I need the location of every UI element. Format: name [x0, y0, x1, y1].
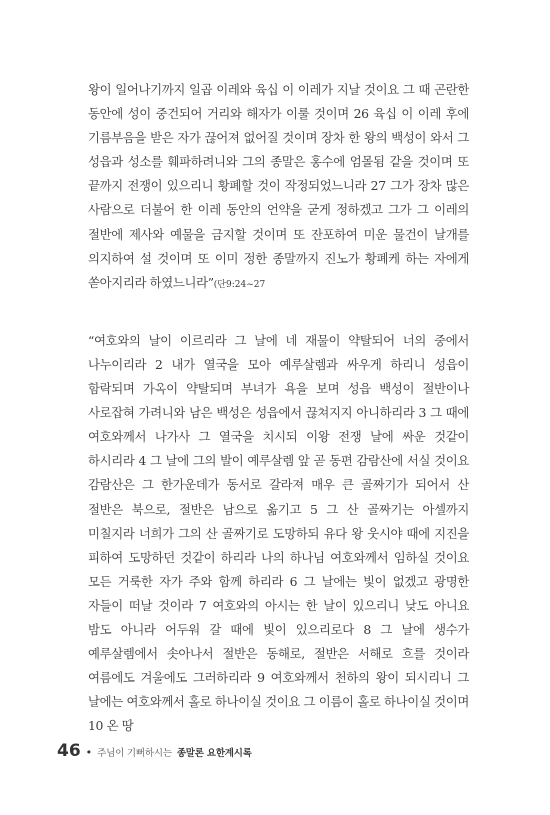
scripture-citation: (단9:24~27	[213, 279, 266, 290]
page-footer	[57, 741, 252, 761]
footer-bullet: •	[85, 746, 93, 759]
book-title: 종말론 요한계시록	[176, 748, 252, 759]
book-title-prefix: 주님이 기뻐하시는	[97, 748, 172, 759]
paragraph-daniel-quote	[88, 78, 469, 297]
paragraph-text: “여호와의 날이 이르리라 그 날에 네 재물이 약탈되어 너의 중에서 나누이리라 2 내가 열국을 모아 예루살렘과 싸우게 하리니 성읍이 함락되며 가옥이 약탈되며 부녀가 욕을 보며 성읍 백성이 절반이나 사로잡혀 가려니와 남은 백성은 성읍에서 끊쳐지지 아니하리라 3 그 때에 여호와께서 나가사 그 열국을 치시되 이왕 전쟁 날에 싸운 것같이 하시리라 4 그 날에 그의 발이 예루살렘 앞 곧 동편 감람산에 서실 것이요 감람산은 그 한가운데가 동서로 갈라져 매우 큰 골짜기가 되어서 산 절반은 북으로, 절반은 남으로 옮기고 5 그 산 골짜기는 아셀까지 미칠지라 너희가 그의 산 골짜기로 도망하되 유다 왕 웃시야 때에 지진을 피하여 도망하던 것같이 하리라 나의 하나님 여호와께서 임하실 것이요 모든 거룩한 자가 주와 함께 하리라 6 그 날에는 빛이 없겠고 광명한 자들이 떠날 것이라 7 여호와의 아시는 한 날이 있으리니 낮도 아니요 밤도 아니라 어두워 갈 때에 빛이 있으리로다 8 그 날에 생수가 예루살렘에서 솟아나서 절반은 동해로, 절반은 서해로 흐를 것이라 여름에도 겨울에도 그러하리라 9 여호와께서 천하의 왕이 되시리니 그 날에는 여호와께서 홀로 하나이실 것이요 그 이름이 홀로 하나이실 것이며 10 온 땅	[88, 332, 469, 734]
paragraph-text: 왕이 일어나기까지 일곱 이레와 육십 이 이레가 지날 것이요 그 때 곤란한 동안에 성이 중건되어 거리와 해자가 이룰 것이며 26 육십 이 이레 후에 기름부음을 받은 자가 끊어져 없어질 것이며 장차 한 왕의 백성이 와서 그 성읍과 성소를 훼파하려니와 그의 종말은 홍수에 엄몰됨 같을 것이며 또 끝까지 전쟁이 있으리니 황폐할 것이 작정되었느니라 27 그가 장차 많은 사람으로 더불어 한 이레 동안의 언약을 굳게 정하겠고 그가 그 이레의 절반에 제사와 예물을 금지할 것이며 또 잔포하여 미운 물건이 날개를 의지하여 설 것이며 또 이미 정한 종말까지 진노가 황폐케 하는 자에게 쏟아지리라 하였느니라”	[88, 82, 469, 290]
body-text	[88, 78, 469, 738]
paragraph-zechariah-quote	[88, 329, 469, 739]
page-number: 46	[57, 741, 81, 761]
